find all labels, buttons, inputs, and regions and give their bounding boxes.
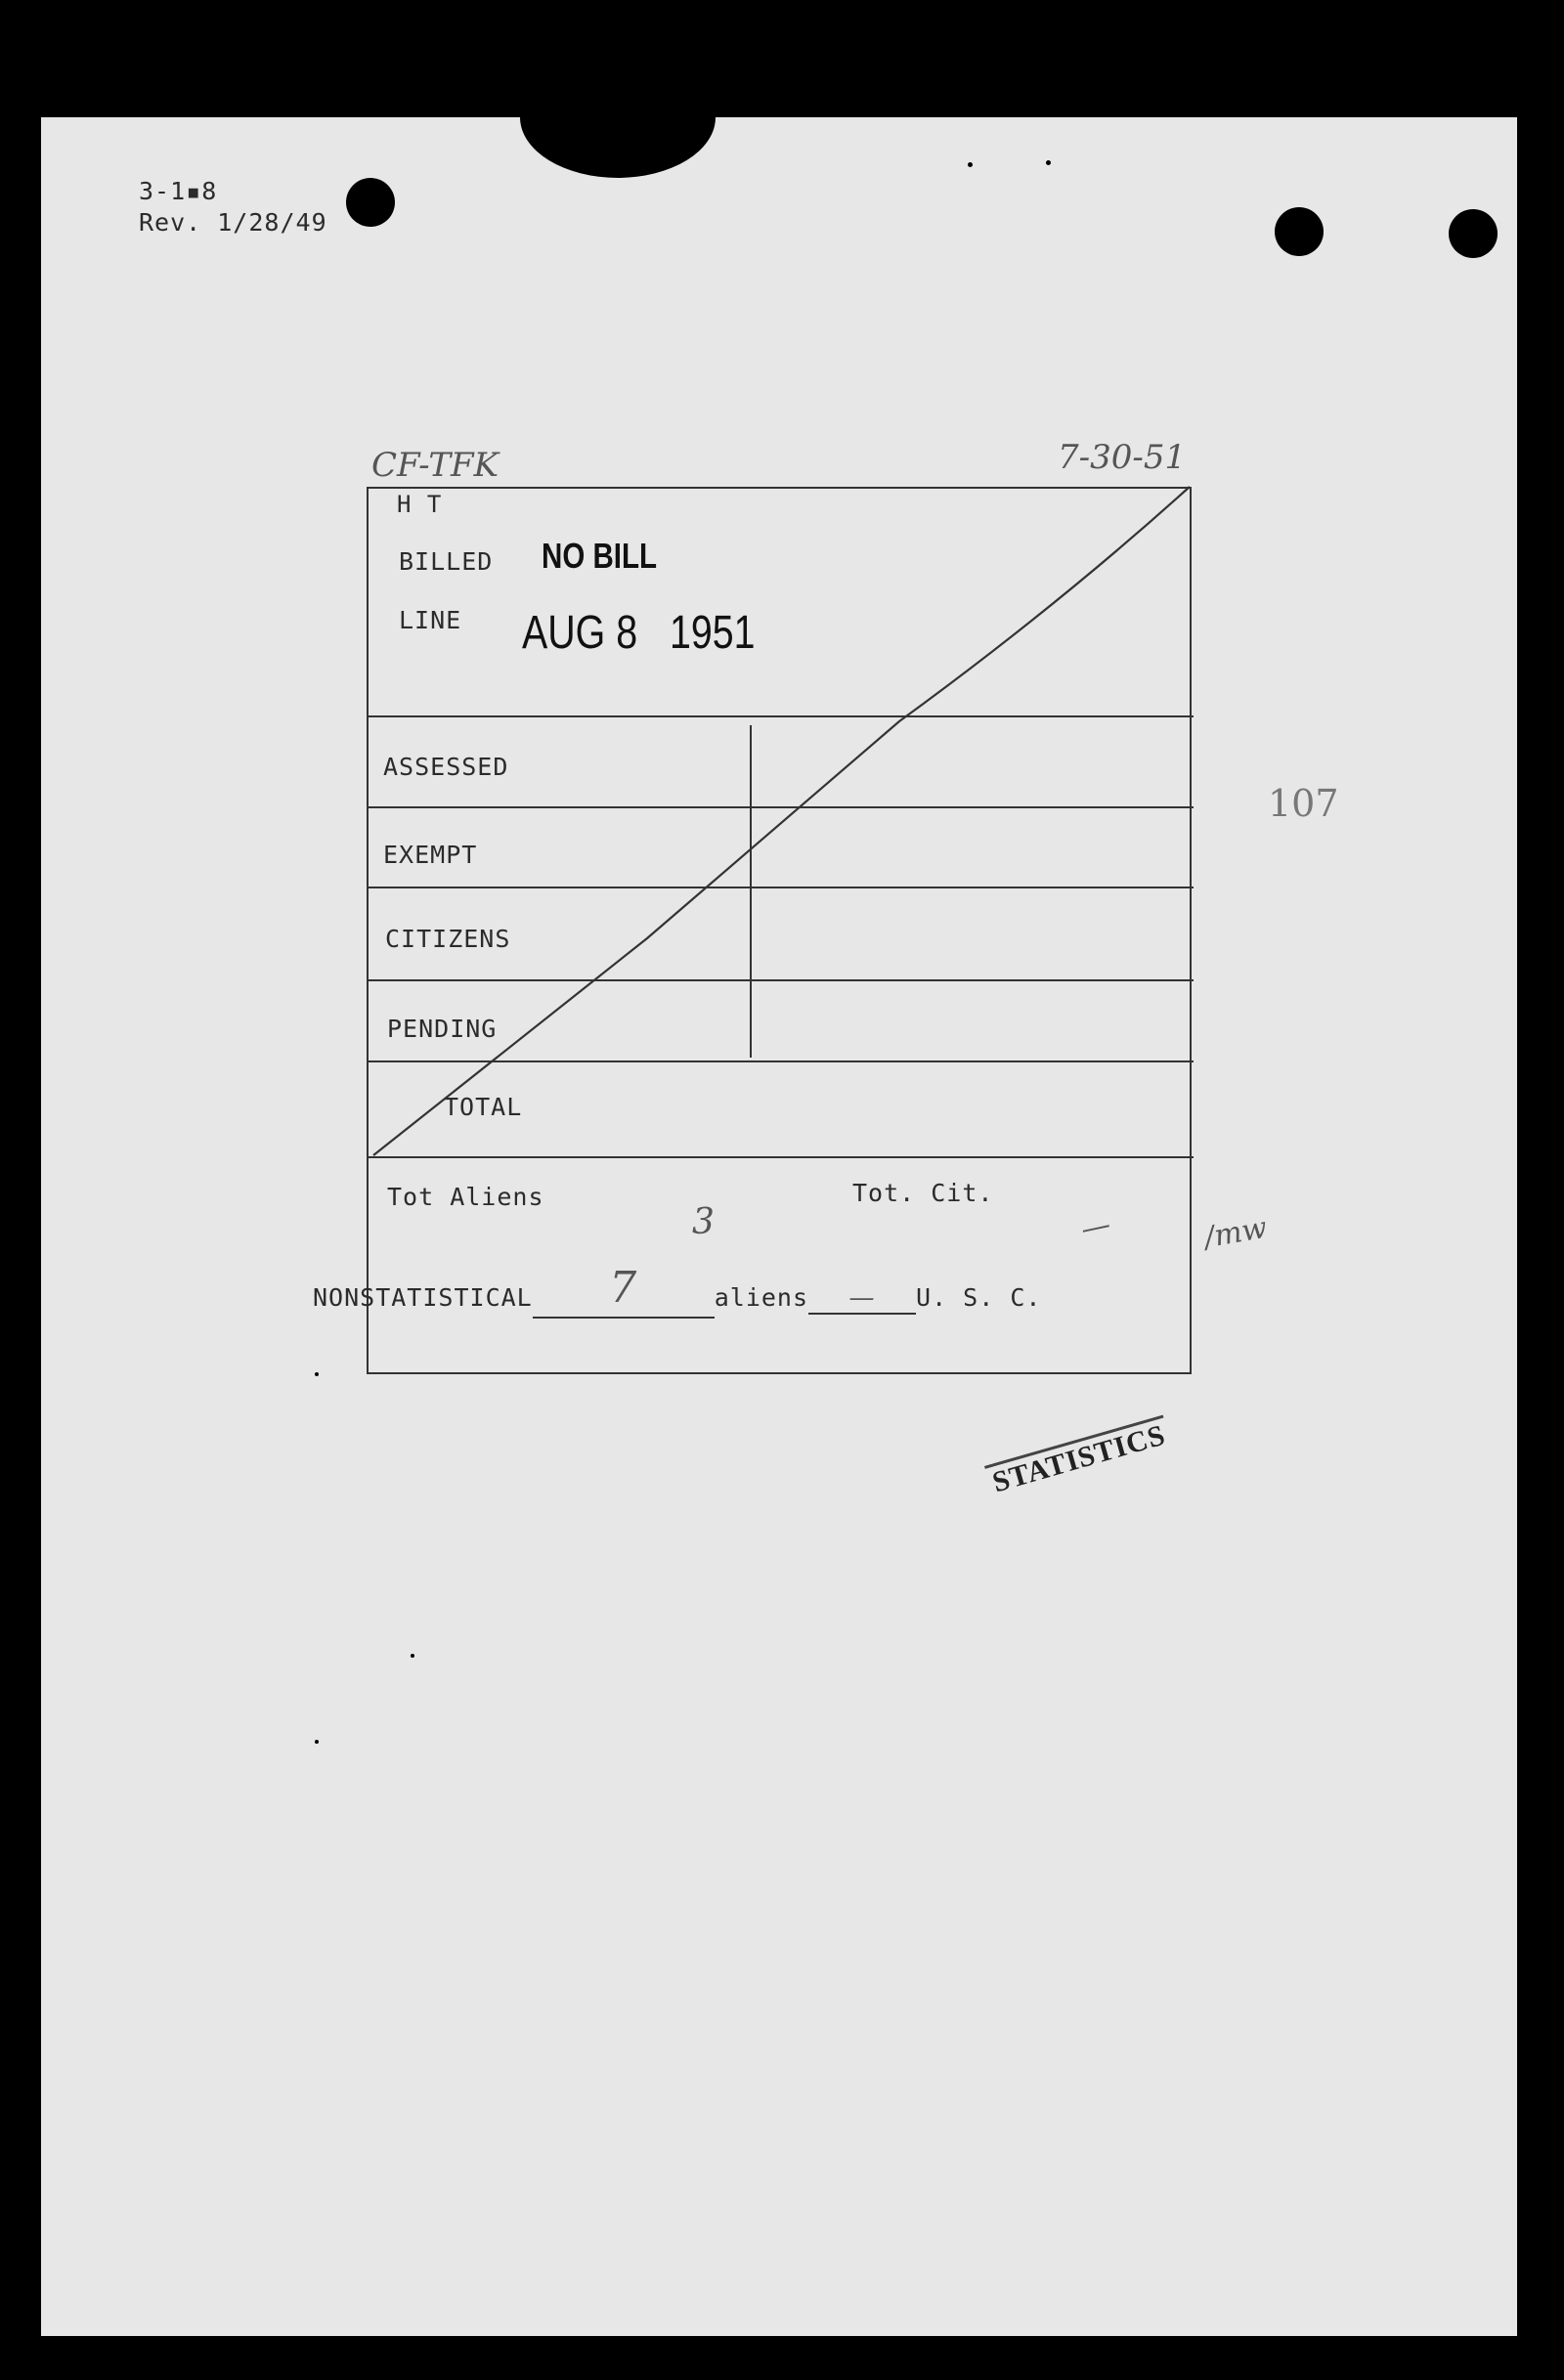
statistics-stamp: STATISTICS	[984, 1415, 1173, 1501]
form-revision: Rev. 1/28/49	[139, 208, 327, 237]
billed-label: BILLED	[399, 547, 494, 576]
handwritten-three: 3	[692, 1202, 715, 1242]
handwritten-initials: /mw	[1201, 1210, 1270, 1256]
form-number: 3-1▪8	[139, 177, 218, 205]
nonstatistical-label: NONSTATISTICAL	[313, 1283, 533, 1312]
row-label-pending: PENDING	[387, 1015, 498, 1043]
handwritten-tot-cit-dash: —	[1077, 1207, 1114, 1247]
date-stamp-month-day: AUG 8	[522, 607, 638, 659]
margin-number: 107	[1268, 782, 1339, 825]
handwritten-top-left: CF-TFK	[371, 446, 500, 485]
tot-aliens-label: Tot Aliens	[387, 1183, 544, 1211]
usc-label: U. S. C.	[916, 1283, 1042, 1312]
cancellation-line	[41, 117, 1517, 2336]
row-label-citizens: CITIZENS	[385, 925, 511, 953]
handwritten-date: 7-30-51	[1058, 438, 1187, 477]
ht-label: H T	[397, 491, 443, 518]
no-bill-stamp: NO BILL	[542, 536, 658, 576]
usc-count: —	[848, 1283, 876, 1313]
row-label-exempt: EXEMPT	[383, 841, 478, 869]
aliens-label: aliens	[714, 1283, 809, 1312]
aliens-count: 7	[609, 1263, 638, 1313]
tot-cit-label: Tot. Cit.	[852, 1179, 994, 1207]
date-stamp-year: 1951	[670, 607, 756, 659]
row-label-assessed: ASSESSED	[383, 753, 509, 781]
line-label: LINE	[399, 606, 462, 634]
total-label: TOTAL	[444, 1093, 523, 1121]
document-page	[41, 117, 1517, 2336]
